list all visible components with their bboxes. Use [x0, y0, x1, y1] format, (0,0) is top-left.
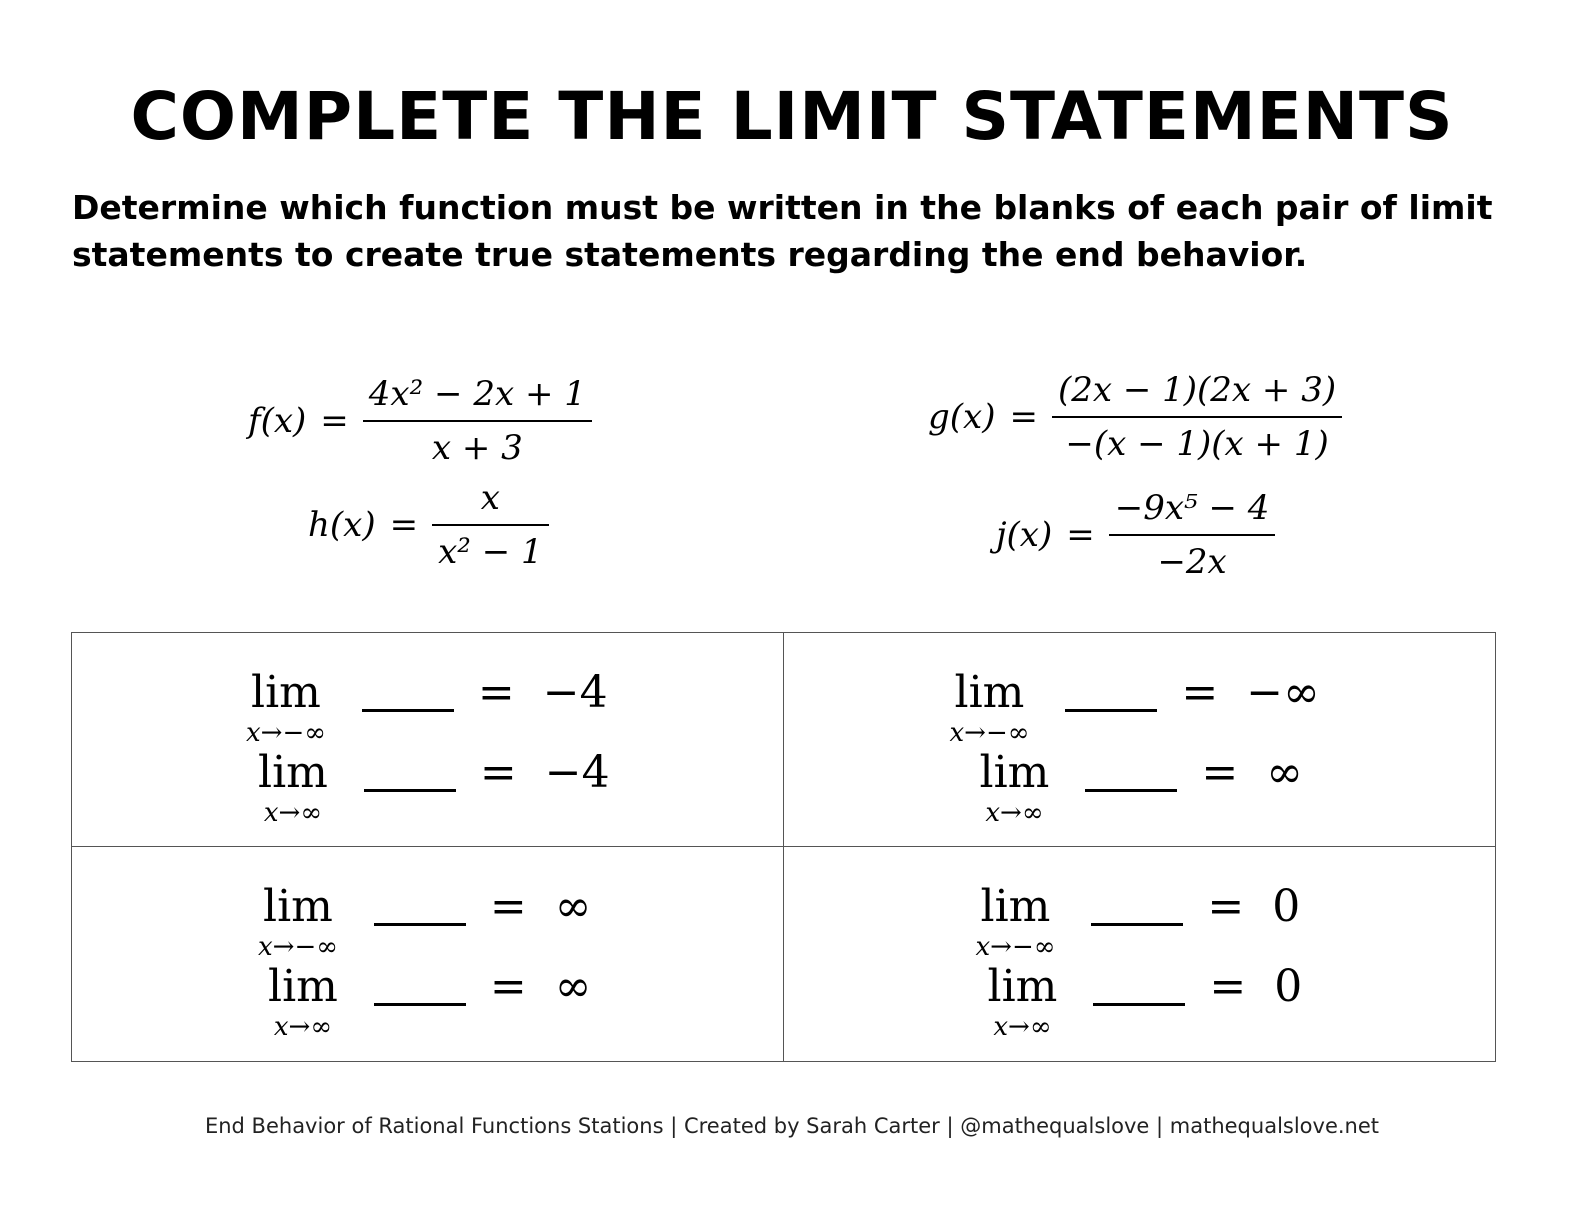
- function-f-numerator: 4x² − 2x + 1: [368, 374, 586, 414]
- limit-result-value: ∞: [554, 961, 592, 1012]
- limit-result: [1209, 963, 1302, 1011]
- limit-approach: x→∞: [273, 1012, 332, 1042]
- limit-result: [490, 963, 592, 1011]
- function-g: [928, 370, 1342, 464]
- limit-box-4: [784, 847, 1496, 1061]
- limit-box-1: [72, 633, 784, 847]
- function-f-fraction: [363, 374, 592, 468]
- answer-blank[interactable]: [1085, 749, 1177, 792]
- limit-result-value: −4: [544, 747, 610, 798]
- limit-statement: [246, 669, 608, 747]
- equals-sign: =: [489, 961, 527, 1012]
- instructions-text: Determine which function must be written in the blanks of each pair of limit statements to create true statements regarding the end behavior.: [72, 188, 1493, 274]
- limit-approach: x→−∞: [258, 932, 338, 962]
- limit-statement: [258, 883, 591, 961]
- limit-operator: [988, 963, 1058, 1041]
- limit-statement: [950, 669, 1320, 747]
- lim-text: lim: [987, 961, 1058, 1012]
- limit-box-2: [784, 633, 1496, 847]
- function-j-denominator: −2x: [1157, 542, 1227, 582]
- lim-text: lim: [954, 667, 1025, 718]
- limit-statement: [268, 963, 591, 1041]
- function-h-denominator: x² − 1: [438, 532, 543, 572]
- function-h-equals: =: [389, 505, 419, 545]
- limit-result-value: −∞: [1246, 667, 1320, 718]
- limit-result-value: ∞: [1266, 747, 1303, 798]
- limit-approach: x→∞: [263, 798, 322, 828]
- limit-operator: [268, 963, 338, 1041]
- limit-operator: [258, 883, 338, 961]
- limit-approach: x→−∞: [949, 718, 1030, 748]
- limit-approach: x→∞: [993, 1012, 1052, 1042]
- answer-blank[interactable]: [1065, 669, 1157, 712]
- limit-statements-grid: [71, 632, 1496, 1062]
- limit-operator: [980, 749, 1050, 827]
- limit-operator: [246, 669, 326, 747]
- limit-statement: [976, 883, 1301, 961]
- limit-result-value: 0: [1274, 961, 1303, 1012]
- function-f-name: f(x): [248, 401, 307, 441]
- function-g-denominator: −(x − 1)(x + 1): [1065, 424, 1329, 464]
- equals-sign: =: [1181, 667, 1219, 718]
- answer-blank[interactable]: [1093, 963, 1185, 1006]
- function-j-equals: =: [1066, 515, 1095, 555]
- footer-credits: End Behavior of Rational Functions Stations | Created by Sarah Carter | @mathequalslove | mathequalslove.net: [204, 1114, 1380, 1138]
- lim-text: lim: [980, 881, 1051, 932]
- limit-result: [1207, 883, 1300, 931]
- function-g-numerator: (2x − 1)(2x + 3): [1057, 370, 1337, 410]
- function-g-name: g(x): [928, 397, 996, 437]
- function-j-numerator: −9x⁵ − 4: [1114, 488, 1270, 528]
- function-h-name: h(x): [308, 505, 376, 545]
- function-h: [308, 478, 549, 572]
- function-j-name: j(x): [996, 515, 1053, 555]
- answer-blank[interactable]: [374, 963, 466, 1006]
- function-g-equals: =: [1009, 397, 1038, 437]
- lim-text: lim: [263, 881, 333, 932]
- function-g-fraction: [1052, 370, 1342, 464]
- limit-operator: [258, 749, 328, 827]
- limit-result: [478, 669, 608, 717]
- answer-blank[interactable]: [374, 883, 466, 926]
- limit-approach: x→−∞: [975, 932, 1056, 962]
- answer-blank[interactable]: [1091, 883, 1183, 926]
- lim-text: lim: [268, 961, 338, 1012]
- equals-sign: =: [1209, 961, 1247, 1012]
- equals-sign: =: [489, 881, 527, 932]
- limit-result-value: ∞: [554, 881, 592, 932]
- equals-sign: =: [477, 667, 515, 718]
- limit-operator: [976, 883, 1056, 961]
- lim-text: lim: [258, 747, 328, 798]
- limit-result: [1201, 749, 1303, 797]
- lim-text: lim: [251, 667, 321, 718]
- limit-approach: x→−∞: [246, 718, 326, 748]
- limit-result: [480, 749, 610, 797]
- answer-blank[interactable]: [364, 749, 456, 792]
- page-title: COMPLETE THE LIMIT STATEMENTS: [130, 78, 1454, 155]
- limit-operator: [950, 669, 1030, 747]
- limit-result-value: 0: [1272, 881, 1301, 932]
- function-h-fraction: [432, 478, 549, 572]
- limit-statement: [980, 749, 1303, 827]
- equals-sign: =: [479, 747, 517, 798]
- limit-approach: x→∞: [985, 798, 1044, 828]
- limit-result: [490, 883, 592, 931]
- equals-sign: =: [1207, 881, 1245, 932]
- function-f-equals: =: [320, 401, 349, 441]
- limit-statement: [988, 963, 1303, 1041]
- limit-result: [1181, 669, 1319, 717]
- function-h-numerator: x: [480, 478, 500, 518]
- equals-sign: =: [1201, 747, 1239, 798]
- function-j-fraction: [1109, 488, 1276, 582]
- function-f: [248, 374, 592, 468]
- limit-result-value: −4: [542, 667, 608, 718]
- limit-statement: [258, 749, 610, 827]
- answer-blank[interactable]: [362, 669, 454, 712]
- lim-text: lim: [979, 747, 1050, 798]
- function-f-denominator: x + 3: [431, 428, 523, 468]
- limit-box-3: [72, 847, 784, 1061]
- function-j: [996, 488, 1275, 582]
